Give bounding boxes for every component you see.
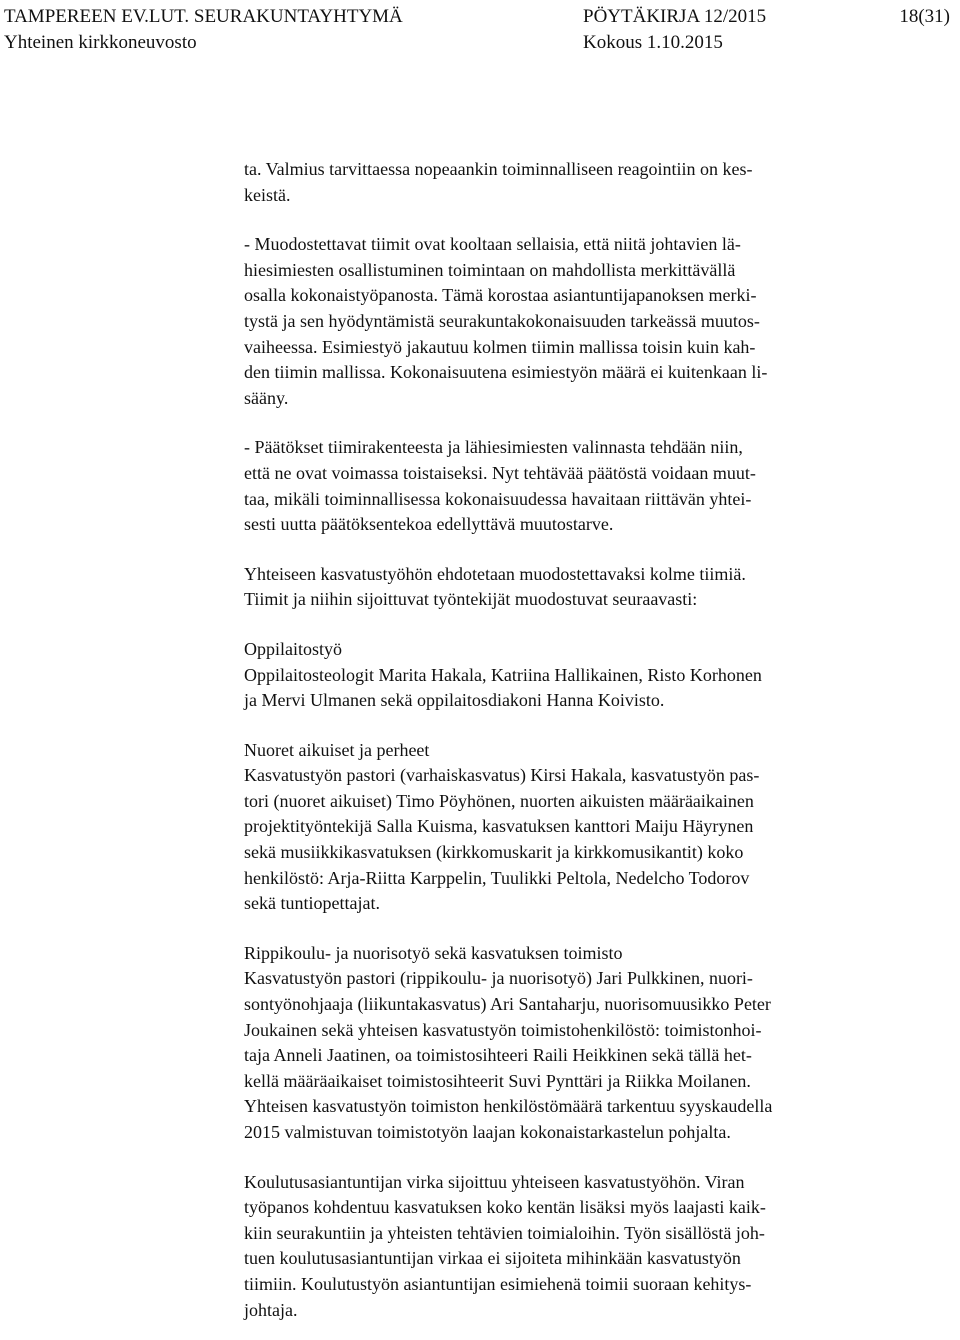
paragraph [244,435,944,537]
text-line: Yhteiseen kasvatustyöhön ehdotetaan muodostettavaksi kolme tiimiä. [244,563,746,584]
text-line: den tiimin mallissa. Kokonaisuutena esimiestyön määrä ei kuitenkaan li- [244,362,768,383]
paragraph [244,1170,944,1324]
text-line: työpanos kohdentuu kasvatuksen koko kentän lisäksi myös laajasti kaik- [244,1197,766,1218]
meeting-date: Kokous 1.10.2015 [583,32,723,53]
text-line: Koulutusasiantuntijan virka sijoittuu yhteiseen kasvatustyöhön. Viran [244,1171,745,1192]
text-line: osalla kokonaistyöpanosta. Tämä korostaa asiantuntijapanoksen merki- [244,285,757,306]
text-line: ja Mervi Ulmanen sekä oppilaitosdiakoni Hanna Koivisto. [244,690,665,711]
text-line: keistä. [244,184,291,205]
document-body [244,157,944,1323]
text-line: Rippikoulu- ja nuorisotyö sekä kasvatuksen toimisto [244,942,623,963]
page-header [4,4,950,56]
text-line: Tiimit ja niihin sijoittuvat työntekijät muodostuvat seuraavasti: [244,589,698,610]
paragraph [244,562,944,613]
text-line: tuen koulutusasiantuntijan virkaa ei sijoiteta mihinkään kasvatustyön [244,1248,741,1269]
document-id: PÖYTÄKIRJA 12/2015 [583,6,767,27]
text-line: 2015 valmistuvan toimistotyön laajan kokonaistarkastelun pohjalta. [244,1122,731,1142]
text-line: Oppilaitosteologit Marita Hakala, Katriina Hallikainen, Risto Korhonen [244,664,762,685]
text-line: Nuoret aikuiset ja perheet [244,739,430,760]
text-line: Kasvatustyön pastori (varhaiskasvatus) Kirsi Hakala, kasvatustyön pas- [244,765,760,786]
text-line: sekä tuntiopettajat. [244,893,380,914]
body-name: Yhteinen kirkkoneuvosto [4,32,197,53]
paragraph [244,738,944,917]
paragraph [244,232,944,411]
header-row-1 [4,4,950,30]
text-line: tystä ja sen hyödyntämistä seurakuntakokonaisuuden tarkeässä muutos- [244,310,760,331]
text-line: sesti uutta päätöksentekoa edellyttävä muutostarve. [244,514,614,535]
text-line: Oppilaitostyö [244,638,342,659]
header-row-2 [4,30,950,56]
text-line: tiimiin. Koulutustyön asiantuntijan esimiehenä toimii suoraan kehitys- [244,1273,752,1294]
text-line: kiin seurakuntiin ja yhteisten tehtävien toimialoihin. Työn sisällöstä joh- [244,1222,765,1243]
text-line: hiesimiesten osallistuminen toimintaan on mahdollista merkittävällä [244,259,736,280]
text-line: henkilöstö: Arja-Riitta Karppelin, Tuulikki Peltola, Nedelcho Todorov [244,867,750,888]
text-line: sontyönohjaaja (liikuntakasvatus) Ari Santaharju, nuorisomuusikko Peter [244,994,771,1015]
text-line: Yhteisen kasvatustyön toimiston henkilöstömäärä tarkentuu syyskaudella [244,1096,773,1117]
text-line: taja Anneli Jaatinen, oa toimistosihteeri Raili Heikkinen sekä tällä het- [244,1045,752,1066]
text-line: vaiheessa. Esimiestyö jakautuu kolmen tiimin mallissa toisin kuin kah- [244,336,756,357]
text-line: tori (nuoret aikuiset) Timo Pöyhönen, nuorten aikuisten määräaikainen [244,790,754,811]
page-number: 18(31) [899,6,950,27]
text-line: taa, mikäli toiminnallisessa kokonaisuudessa havaitaan riittävän yhtei- [244,488,752,509]
text-line: sekä musiikkikasvatuksen (kirkkomuskarit ja kirkkomusikantit) koko [244,842,744,863]
org-name: TAMPEREEN EV.LUT. SEURAKUNTAYHTYMÄ [4,6,403,27]
text-line: - Päätökset tiimirakenteesta ja lähiesimiesten valinnasta tehdään niin, [244,437,743,458]
text-line: projektityöntekijä Salla Kuisma, kasvatuksen kanttori Maiju Häyrynen [244,816,754,837]
text-line: ta. Valmius tarvittaessa nopeaankin toiminnalliseen reagointiin on kes- [244,159,753,179]
text-line: kellä määräaikaiset toimistosihteerit Suvi Pynttäri ja Riikka Moilanen. [244,1070,751,1091]
paragraph [244,941,944,1146]
text-line: Kasvatustyön pastori (rippikoulu- ja nuorisotyö) Jari Pulkkinen, nuori- [244,968,753,989]
text-line: Joukainen sekä yhteisen kasvatustyön toimistohenkilöstö: toimistonhoi- [244,1019,762,1040]
text-line: johtaja. [244,1299,298,1320]
text-line: että ne ovat voimassa toistaiseksi. Nyt tehtävää päätöstä voidaan muut- [244,462,756,483]
text-line: - Muodostettavat tiimit ovat kooltaan sellaisia, että niitä johtavien lä- [244,234,741,255]
paragraph [244,157,944,208]
paragraph [244,637,944,714]
text-line: sääny. [244,387,289,408]
